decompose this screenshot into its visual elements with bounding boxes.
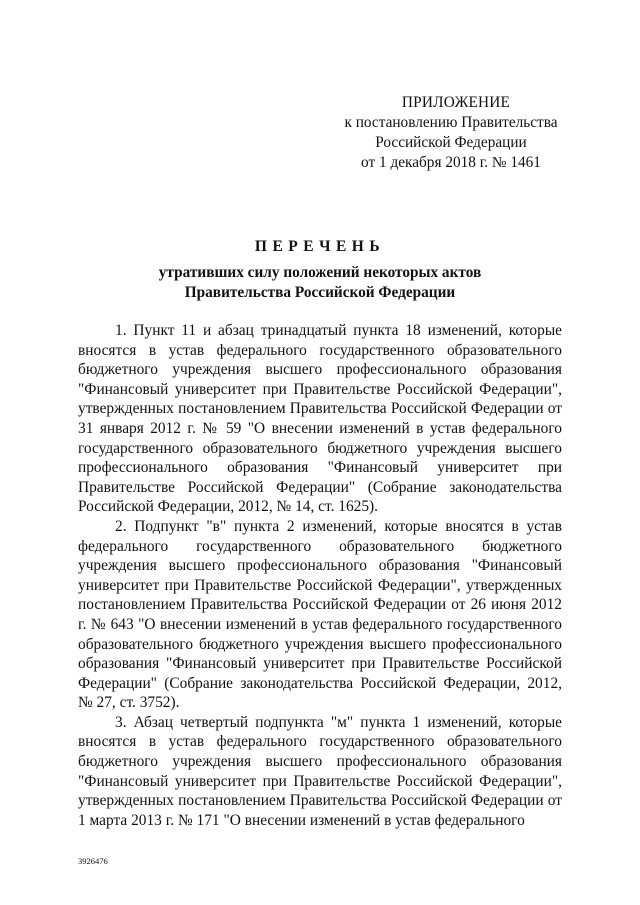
appendix-line-1: к постановлению Правительства — [344, 114, 558, 131]
document-title: ПЕРЕЧЕНЬ — [254, 238, 386, 255]
document-body — [78, 321, 562, 830]
paragraph-3: 3. Абзац четвертый подпункта "м" пункта 1 изменений, которые вносятся в устав федерального государственного образовательного бюджетного учреждения высшего профессионального образования "Финансовый университет при Правительстве Российской Федерации", утвержденных постановлением Правительства Российской Федерации от 1 марта 2013 г. № 171 "О внесении изменений в устав федерального — [78, 713, 562, 829]
paragraph-1: 1. Пункт 11 и абзац тринадцатый пункта 18 изменений, которые вносятся в устав федерального государственного образовательного бюджетного учреждения высшего профессионального образования "Финансовый университет при Правительстве Российской Федерации", утвержденных постановлением Правительства Российской Федерации от 31 января 2012 г. № 59 "О внесении изменений в устав федерального государственного образовательного бюджетного учреждения высшего профессионального образования "Финансовый университет при Правительстве Российской Федерации" (Собрание законодательства Российской Федерации, 2012, № 14, ст. 1625). — [78, 322, 562, 516]
paragraph-2: 2. Подпункт "в" пункта 2 изменений, которые вносятся в устав федерального государственного образовательного бюджетного учреждения высшего профессионального образования "Финансовый университет при Правительстве Российской Федерации", утвержденных постановлением Правительства Российской Федерации от 26 июня 2012 г. № 643 "О внесении изменений в устав федерального государственного образовательного бюджетного учреждения высшего профессионального образования "Финансовый университет при Правительстве Российской Федерации" (Собрание законодательства Российской Федерации, 2012, № 27, ст. 3752). — [78, 517, 562, 712]
appendix-line-3: от 1 декабря 2018 г. № 1461 — [361, 154, 541, 171]
appendix-line-2: Российской Федерации — [375, 134, 527, 151]
appendix-heading: ПРИЛОЖЕНИЕ — [401, 94, 511, 111]
subtitle-line-1: утративших силу положений некоторых актов — [158, 264, 482, 281]
subtitle-line-2: Правительства Российской Федерации — [184, 284, 456, 301]
document-code: 3926476 — [78, 856, 108, 866]
document-subtitle — [150, 263, 490, 303]
appendix-block — [300, 93, 602, 173]
